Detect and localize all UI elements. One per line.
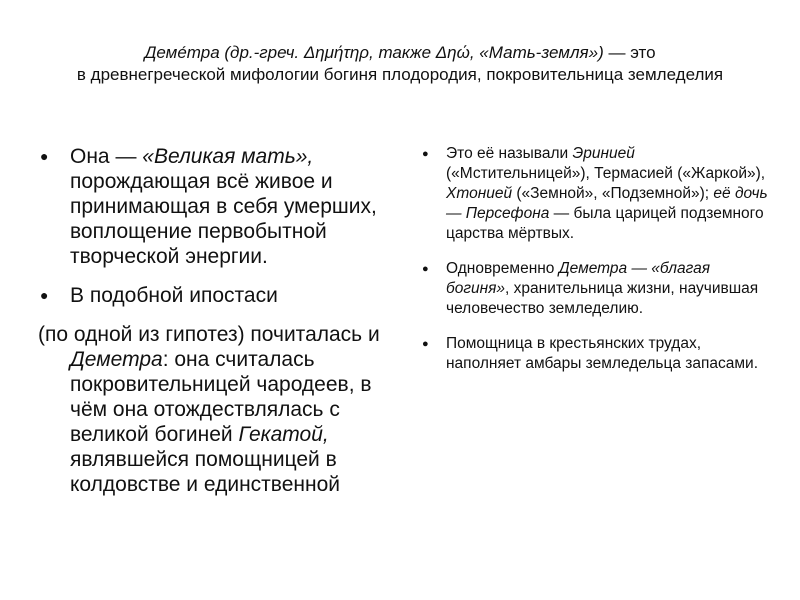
right-bullet-1-text-d: Хтонией: [446, 185, 513, 202]
left-bullet-1: [36, 144, 396, 269]
right-bullet-2: [420, 259, 770, 319]
bullet-dot-icon: ●: [422, 148, 429, 160]
right-bullet-1-text-f: её дочь — Персефона: [446, 185, 768, 222]
right-bullet-1-text-e: («Земной», «Подземной»);: [512, 185, 714, 202]
left-paragraph-text-e: являвшейся помощницей в колдовстве и единственной: [70, 448, 340, 496]
right-bullet-1-text-c: («Мстительницей»), Термасией («Жаркой»),: [446, 165, 766, 182]
right-bullet-3: [420, 334, 770, 374]
left-paragraph-text-c: : она считалась покровительницей чародеев, в чём она отождествлялась с великой богиней: [70, 348, 372, 446]
bullet-dot-icon: ●: [422, 263, 429, 275]
right-bullet-1-text-b: Эринией: [572, 145, 635, 162]
bullet-dot-icon: ●: [422, 338, 429, 350]
title-term: Деме́тра (др.-греч. Δημήτηρ, также Δηώ, «Мать-земля»): [144, 43, 604, 62]
right-bullet-2-text-a: Одновременно: [446, 260, 559, 277]
left-paragraph-text-a: (по одной из гипотез) почиталась и: [38, 323, 380, 346]
right-bullet-2-text-c: , хранительница жизни, научившая человечество земледелию.: [446, 280, 759, 317]
bullet-dot-icon: ●: [40, 287, 49, 303]
left-paragraph-text-b: Деметра: [70, 348, 163, 371]
left-bullet-2: [36, 283, 396, 308]
right-bullet-1: [420, 144, 770, 244]
right-bullet-3-text: Помощница в крестьянских трудах, наполняет амбары земледельца запасами.: [446, 335, 759, 372]
left-bullet-1-text-b: «Великая мать»,: [142, 145, 314, 168]
slide-title: [40, 42, 760, 86]
left-column: [36, 144, 396, 497]
right-column: [420, 144, 770, 374]
left-bullet-1-text-c: порождающая всё живое и принимающая в себя умерших, воплощение первобытной творческой энергии.: [70, 170, 377, 268]
bullet-dot-icon: ●: [40, 148, 49, 164]
right-bullet-1-text-g: — была царицей подземного царства мёртвых.: [446, 205, 764, 242]
right-bullet-1-text-a: Это её называли: [446, 145, 573, 162]
left-paragraph: [36, 322, 396, 497]
left-bullet-1-text-a: Она —: [70, 145, 143, 168]
left-bullet-2-text: В подобной ипостаси: [70, 284, 278, 307]
title-dash: — это: [603, 43, 656, 62]
left-paragraph-text-d: Гекатой,: [238, 423, 329, 446]
right-bullet-2-text-b: Деметра — «благая богиня»: [446, 260, 711, 297]
title-definition: в древнегреческой мифологии богиня плодородия, покровительница земледелия: [76, 65, 724, 84]
